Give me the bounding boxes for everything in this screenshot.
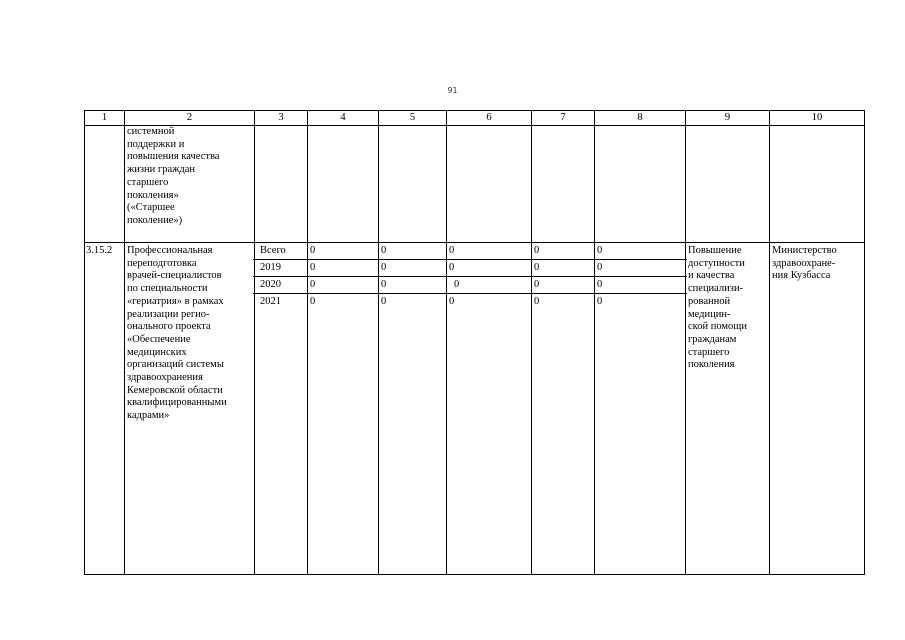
period-total: Всего — [253, 243, 309, 260]
item-number: 3.15.2 — [85, 243, 125, 575]
period-2019: 2019 — [253, 260, 309, 277]
item-description: Профессиональная переподготовка врачей-специалистов по специальности «гериатрия» в рамках реализации регио- онального проекта «Обеспечение медицинских организаций системы здравоохранения Кемеровской области квалифицированными кадрами» — [125, 243, 255, 575]
col4-2019: 0 — [306, 260, 380, 277]
program-table — [84, 110, 865, 575]
col6-2019: 0 — [445, 260, 533, 277]
col6-total: 0 — [445, 243, 533, 260]
col7-2020: 0 — [530, 277, 596, 294]
col6-2021: 0 — [449, 296, 455, 307]
page-number: 91 — [447, 86, 458, 95]
col4-values — [306, 243, 380, 310]
col4-total: 0 — [306, 243, 380, 260]
responsible-executor: Министерство здравоохране- ния Кузбасса — [770, 243, 865, 575]
continued-cell-1 — [85, 126, 125, 243]
period-list — [253, 243, 309, 310]
col8-2020: 0 — [593, 277, 687, 294]
expected-result: Повышение доступности и качества специализи- рованной медицин- ской помощи гражданам старшего поколения — [686, 243, 770, 575]
col8-2019: 0 — [593, 260, 687, 277]
col4-2021: 0 — [310, 296, 316, 307]
col7-total: 0 — [530, 243, 596, 260]
header-col-9: 9 — [686, 111, 770, 126]
header-col-10: 10 — [770, 111, 865, 126]
header-col-6: 6 — [447, 111, 532, 126]
col6-2020: 0 — [445, 277, 533, 294]
header-col-2: 2 — [125, 111, 255, 126]
header-col-4: 4 — [308, 111, 379, 126]
col8-total: 0 — [593, 243, 687, 260]
col6-values — [445, 243, 533, 310]
table-row — [85, 243, 865, 575]
col8-2021: 0 — [597, 296, 603, 307]
col5-2020: 0 — [377, 277, 448, 294]
header-row — [85, 111, 865, 126]
header-col-7: 7 — [532, 111, 595, 126]
period-2021: 2021 — [260, 296, 281, 307]
col7-values — [530, 243, 596, 310]
col5-values — [377, 243, 448, 310]
col5-2019: 0 — [377, 260, 448, 277]
header-col-3: 3 — [255, 111, 308, 126]
header-col-1: 1 — [85, 111, 125, 126]
col7-2021: 0 — [534, 296, 540, 307]
header-col-8: 8 — [595, 111, 686, 126]
continued-row — [85, 126, 865, 243]
header-col-5: 5 — [379, 111, 447, 126]
col5-2021: 0 — [381, 296, 387, 307]
col4-2020: 0 — [306, 277, 380, 294]
period-2020: 2020 — [253, 277, 309, 294]
col7-2019: 0 — [530, 260, 596, 277]
col5-total: 0 — [377, 243, 448, 260]
col8-values — [593, 243, 687, 310]
continued-description: системной поддержки и повышения качества жизни граждан старшего поколения» («Старшее поколение») — [125, 126, 255, 243]
